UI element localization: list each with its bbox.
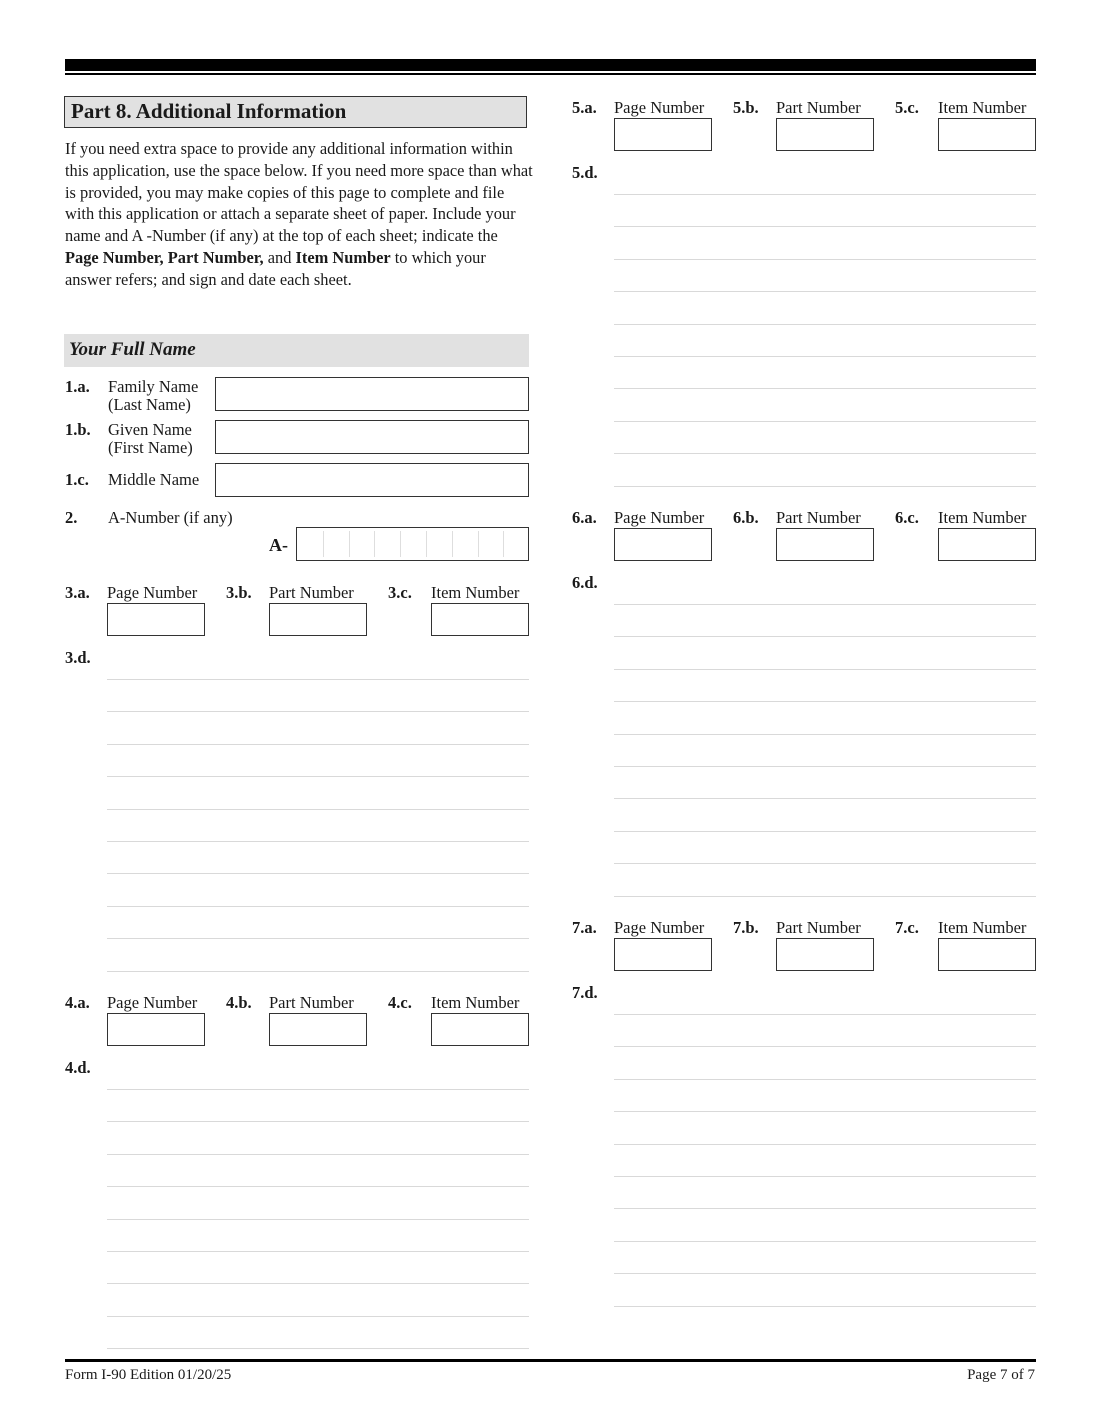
section-header-full-name: Your Full Name (64, 334, 529, 367)
page-number-label: Page Number (107, 583, 198, 602)
part-number-label: Part Number (776, 508, 861, 527)
item-number: 7.a. (572, 918, 597, 937)
footer-rule (65, 1359, 1036, 1362)
ruled-line (614, 1241, 1036, 1242)
item-number: 4.d. (65, 1058, 91, 1077)
header-rule-thick (65, 59, 1036, 71)
page-indicator: Page 7 of 7 (967, 1367, 1035, 1383)
part-number-label: Part Number (269, 993, 354, 1012)
ruled-line (614, 1046, 1036, 1047)
header-rule-thin (65, 73, 1036, 75)
ruled-line (614, 669, 1036, 670)
ruled-line (107, 841, 529, 842)
item-number: 3.c. (388, 583, 412, 602)
page-number-label: Page Number (614, 508, 705, 527)
ruled-line (614, 1208, 1036, 1209)
item-number-field[interactable] (938, 528, 1036, 561)
item-number: 4.a. (65, 993, 90, 1012)
item-number-label: Item Number (431, 993, 520, 1012)
ruled-line (614, 453, 1036, 454)
a-number-cell-divider (503, 531, 504, 557)
item-number: 7.d. (572, 983, 598, 1002)
part-number-label: Part Number (269, 583, 354, 602)
ruled-line (107, 873, 529, 874)
ruled-line (107, 1154, 529, 1155)
a-number-cell-divider (323, 531, 324, 557)
item-number-label: Item Number (431, 583, 520, 602)
a-number-cell-divider (349, 531, 350, 557)
a-number-cell-divider (426, 531, 427, 557)
item-number: 5.d. (572, 163, 598, 182)
ruled-line (614, 324, 1036, 325)
ruled-line (107, 809, 529, 810)
ruled-line (614, 1014, 1036, 1015)
ruled-line (614, 831, 1036, 832)
ruled-line (107, 1219, 529, 1220)
ruled-line (614, 701, 1036, 702)
item-number: 6.b. (733, 508, 759, 527)
ruled-line (107, 1089, 529, 1090)
ruled-line (614, 896, 1036, 897)
item-number: 7.c. (895, 918, 919, 937)
family-name-field[interactable] (215, 377, 529, 411)
ruled-line (614, 388, 1036, 389)
item-number: 2. (65, 508, 78, 527)
part-number-field[interactable] (269, 603, 367, 636)
item-number: 4.c. (388, 993, 412, 1012)
item-number-label: Item Number (938, 98, 1027, 117)
ruled-line (614, 1273, 1036, 1274)
a-number-label: A-Number (if any) (108, 508, 233, 527)
a-number-cell-divider (478, 531, 479, 557)
middle-name-label: Middle Name (108, 470, 200, 489)
ruled-line (614, 1111, 1036, 1112)
additional-info-textarea[interactable] (107, 1055, 529, 1351)
part-number-field[interactable] (776, 118, 874, 151)
item-number-field[interactable] (431, 603, 529, 636)
ruled-line (107, 1121, 529, 1122)
instructions-text: If you need extra space to provide any additional information within this application, use the space below. If you need more space than what is provided, you may make copies of this page to complete and file with this application or attach a separate sheet of paper. Include your name and A -Number (if any) at the top of each sheet; indicate the Page Number, Part Number, and Item Number to which your answer refers; and sign and date each sheet. (65, 139, 533, 289)
a-number-prefix: A- (269, 535, 288, 555)
ruled-line (614, 1176, 1036, 1177)
ruled-line (614, 636, 1036, 637)
item-number: 1.a. (65, 377, 90, 396)
item-number: 1.b. (65, 420, 91, 439)
given-name-label: Given Name (First Name) (108, 420, 193, 457)
item-number: 5.a. (572, 98, 597, 117)
a-number-cell-divider (400, 531, 401, 557)
ruled-line (614, 486, 1036, 487)
ruled-line (614, 798, 1036, 799)
item-number: 6.c. (895, 508, 919, 527)
ruled-line (614, 1306, 1036, 1307)
ruled-line (614, 734, 1036, 735)
ruled-line (107, 1316, 529, 1317)
item-number-field[interactable] (938, 118, 1036, 151)
part-number-field[interactable] (269, 1013, 367, 1046)
ruled-line (614, 604, 1036, 605)
page-number-field[interactable] (614, 528, 712, 561)
ruled-line (614, 356, 1036, 357)
page-number-label: Page Number (107, 993, 198, 1012)
a-number-cell-divider (452, 531, 453, 557)
ruled-line (107, 906, 529, 907)
item-number: 7.b. (733, 918, 759, 937)
item-number: 3.d. (65, 648, 91, 667)
part-number-label: Part Number (776, 918, 861, 937)
ruled-line (614, 194, 1036, 195)
page-number-field[interactable] (107, 603, 205, 636)
form-edition: Form I-90 Edition 01/20/25 (65, 1367, 232, 1383)
item-number: 3.b. (226, 583, 252, 602)
part-number-label: Part Number (776, 98, 861, 117)
ruled-line (614, 1079, 1036, 1080)
item-number: 5.c. (895, 98, 919, 117)
item-number: 1.c. (65, 470, 89, 489)
ruled-line (614, 1144, 1036, 1145)
ruled-line (614, 421, 1036, 422)
page-number-field[interactable] (107, 1013, 205, 1046)
ruled-line (107, 1251, 529, 1252)
ruled-line (107, 938, 529, 939)
a-number-cell-divider (374, 531, 375, 557)
ruled-line (107, 744, 529, 745)
item-number-label: Item Number (938, 508, 1027, 527)
item-number: 6.a. (572, 508, 597, 527)
item-number-field[interactable] (938, 938, 1036, 971)
family-name-label: Family Name (Last Name) (108, 377, 199, 414)
ruled-line (614, 291, 1036, 292)
part-title: Part 8. Additional Information (64, 96, 527, 128)
ruled-line (614, 863, 1036, 864)
part-number-field[interactable] (776, 938, 874, 971)
page-number-label: Page Number (614, 98, 705, 117)
part-number-field[interactable] (776, 528, 874, 561)
item-number-label: Item Number (938, 918, 1027, 937)
ruled-line (614, 259, 1036, 260)
ruled-line (614, 226, 1036, 227)
item-number: 5.b. (733, 98, 759, 117)
page-number-field[interactable] (614, 938, 712, 971)
ruled-line (107, 776, 529, 777)
ruled-line (107, 1348, 529, 1349)
ruled-line (107, 1186, 529, 1187)
ruled-line (107, 1283, 529, 1284)
item-number: 6.d. (572, 573, 598, 592)
ruled-line (107, 971, 529, 972)
item-number: 4.b. (226, 993, 252, 1012)
ruled-line (614, 766, 1036, 767)
ruled-line (107, 679, 529, 680)
a-number-field[interactable] (296, 527, 529, 561)
item-number: 3.a. (65, 583, 90, 602)
ruled-line (107, 711, 529, 712)
page-number-label: Page Number (614, 918, 705, 937)
middle-name-field[interactable] (215, 463, 529, 497)
given-name-field[interactable] (215, 420, 529, 454)
item-number-field[interactable] (431, 1013, 529, 1046)
page-number-field[interactable] (614, 118, 712, 151)
